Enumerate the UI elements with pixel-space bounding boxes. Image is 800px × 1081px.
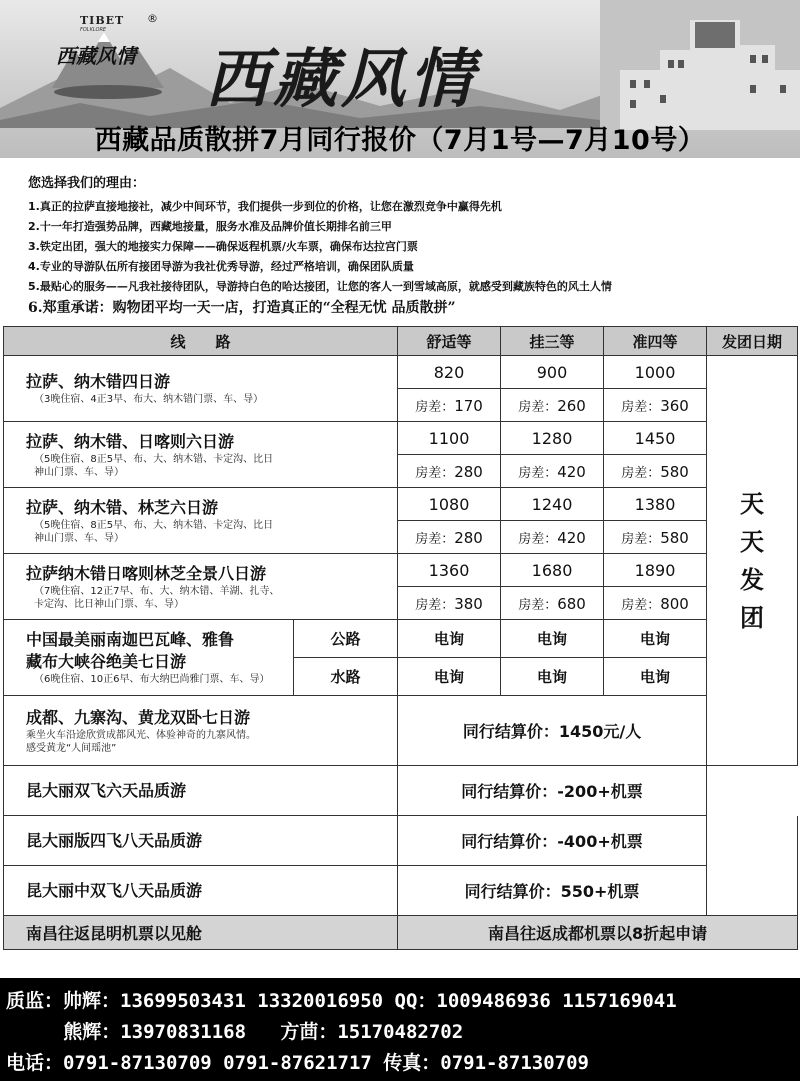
price-cell: 1380 [604, 488, 707, 521]
settle-price: 同行结算价：-400+机票 [398, 816, 707, 866]
room-diff-value: 580 [660, 462, 689, 481]
room-diff-label: 房差： [621, 465, 661, 481]
route-cell [4, 554, 398, 620]
ask-cell: 电询 [604, 658, 707, 696]
room-diff-cell [501, 521, 604, 554]
table-row [4, 696, 798, 766]
route-name: 昆大丽双飞六天品质游 [26, 780, 187, 800]
settle-price: 同行结算价：-200+机票 [398, 766, 707, 816]
route-cell [4, 356, 398, 422]
ask-cell: 电询 [501, 658, 604, 696]
route-name: 中国最美丽南迦巴瓦峰、雅鲁 [26, 630, 235, 649]
room-diff-value: 260 [557, 396, 586, 415]
room-diff-cell [501, 587, 604, 620]
price-cell: 820 [398, 356, 501, 389]
logo-chinese: 西藏风情 [56, 44, 136, 68]
road-label: 公路 [294, 620, 398, 658]
header-banner [0, 0, 800, 158]
reason-item: 2.十一年打造强势品牌，西藏地接量，服务水准及品牌价值长期排名前三甲 [28, 220, 392, 233]
brand-logo [52, 10, 164, 100]
room-diff-label: 房差： [518, 531, 558, 547]
room-diff-cell [398, 587, 501, 620]
room-diff-label: 房差： [415, 399, 455, 415]
room-diff-value: 280 [454, 462, 483, 481]
room-diff-label: 房差： [415, 597, 455, 613]
room-diff-cell [604, 521, 707, 554]
reasons-title: 您选择我们的理由： [28, 176, 146, 191]
settle-price: 同行结算价：1450元/人 [398, 696, 707, 766]
room-diff-label: 房差： [621, 531, 661, 547]
room-diff-value: 420 [557, 528, 586, 547]
price-cell: 900 [501, 356, 604, 389]
header-four-star: 准四等 [604, 327, 707, 356]
route-name: 拉萨纳木错日喀则林芝全景八日游 [26, 563, 267, 583]
route-name: 拉萨、纳木错、林芝六日游 [26, 497, 219, 517]
route-cell [4, 696, 398, 766]
route-name: 藏布大峡谷绝美七日游 [26, 652, 187, 671]
reason-item: 5.最贴心的服务——凡我社接待团队，导游持白色的哈达接团，让您的客人一到雪域高原，就感受到藏族特色的风土人情 [28, 280, 612, 293]
route-note: 卡定沟、比日神山门票、车、导） [34, 598, 184, 610]
route-note: 乘坐火车沿途欣赏成都风光、体验神奇的九寨风情。 [26, 729, 256, 741]
room-diff-label: 房差： [621, 597, 661, 613]
notice-right: 南昌往返成都机票以8折起申请 [398, 916, 798, 950]
room-diff-cell [604, 587, 707, 620]
price-cell: 1360 [398, 554, 501, 587]
route-note: 感受黄龙“人间瑶池” [26, 742, 117, 754]
table-row [4, 488, 798, 521]
contact-line-staff: 熊辉：13970831168 方茴：15170482702 [6, 1021, 464, 1043]
settle-price: 同行结算价：550+机票 [398, 866, 707, 916]
departure-spacer [707, 816, 798, 866]
header-three-star: 挂三等 [501, 327, 604, 356]
route-cell [4, 620, 294, 696]
route-note: 神山门票、车、导） [34, 532, 124, 544]
header-route: 线 路 [4, 327, 398, 356]
ask-cell: 电询 [398, 620, 501, 658]
route-name: 成都、九寨沟、黄龙双卧七日游 [26, 707, 251, 727]
water-label: 水路 [294, 658, 398, 696]
table-row [4, 554, 798, 587]
table-row [4, 422, 798, 455]
brand-title: 西藏风情 [205, 42, 477, 117]
route-name: 昆大丽版四飞八天品质游 [26, 830, 203, 850]
room-diff-value: 170 [454, 396, 483, 415]
room-diff-label: 房差： [415, 465, 455, 481]
departure-spacer [707, 866, 798, 916]
header-departure: 发团日期 [707, 327, 798, 356]
room-diff-value: 360 [660, 396, 689, 415]
header-comfort: 舒适等 [398, 327, 501, 356]
room-diff-cell [398, 455, 501, 488]
room-diff-label: 房差： [518, 399, 558, 415]
room-diff-label: 房差： [518, 597, 558, 613]
pledge-text: 6.郑重承诺：购物团平均一天一店，打造真正的“全程无忧 品质散拼” [28, 300, 456, 316]
price-cell: 1240 [501, 488, 604, 521]
potala-palace-image [600, 0, 800, 130]
route-note: 神山门票、车、导） [34, 466, 124, 478]
room-diff-label: 房差： [621, 399, 661, 415]
price-cell: 1080 [398, 488, 501, 521]
page-headline: 西藏品质散拼7月同行报价（7月1号—7月10号） [94, 125, 706, 156]
table-row [4, 866, 798, 916]
reason-item: 4.专业的导游队伍所有接团导游为我社优秀导游，经过严格培训，确保团队质量 [28, 260, 414, 273]
notice-row [4, 916, 798, 950]
room-diff-value: 580 [660, 528, 689, 547]
ask-cell: 电询 [501, 620, 604, 658]
route-name: 拉萨、纳木错、日喀则六日游 [26, 431, 235, 451]
price-table [3, 326, 798, 950]
price-cell: 1890 [604, 554, 707, 587]
route-note: （7晚住宿、12正7早、布、大、纳木错、羊湖、扎寺、 [34, 585, 280, 597]
route-note: （6晚住宿、10正6早、布大纳巴尚雅门票、车、导） [34, 674, 270, 685]
route-note: （5晚住宿、8正5早、布、大、纳木错、卡定沟、比日 [34, 519, 274, 531]
table-header-row [4, 327, 798, 356]
price-cell: 1000 [604, 356, 707, 389]
room-diff-cell [604, 389, 707, 422]
reason-item: 3.铁定出团，强大的地接实力保障——确保返程机票/火车票，确保布达拉宫门票 [28, 240, 418, 253]
departure-daily-cell [707, 356, 798, 766]
room-diff-value: 800 [660, 594, 689, 613]
route-cell [4, 422, 398, 488]
room-diff-value: 280 [454, 528, 483, 547]
route-name: 拉萨、纳木错四日游 [26, 372, 171, 391]
room-diff-cell [398, 389, 501, 422]
route-cell [4, 816, 398, 866]
room-diff-label: 房差： [518, 465, 558, 481]
room-diff-cell [604, 455, 707, 488]
route-name: 昆大丽中双飞八天品质游 [26, 880, 203, 900]
daily-char: 天 [740, 527, 765, 556]
route-cell [4, 766, 398, 816]
room-diff-value: 420 [557, 462, 586, 481]
route-note: （5晚住宿、8正5早、布、大、纳木错、卡定沟、比日 [34, 453, 274, 465]
contact-line-phone: 电话：0791-87130709 0791-87621717 传真：0791-87130709 [6, 1052, 589, 1074]
room-diff-cell [398, 521, 501, 554]
daily-char: 天 [740, 489, 765, 518]
ask-cell: 电询 [604, 620, 707, 658]
logo-english: TIBET [80, 14, 125, 27]
reasons-section [0, 158, 800, 326]
room-diff-label: 房差： [415, 531, 455, 547]
notice-left: 南昌往返昆明机票以见舱 [4, 916, 398, 950]
table-row [4, 816, 798, 866]
price-cell: 1680 [501, 554, 604, 587]
route-cell [4, 488, 398, 554]
room-diff-cell [501, 389, 604, 422]
room-diff-cell [501, 455, 604, 488]
contact-footer [0, 978, 800, 1081]
price-cell: 1100 [398, 422, 501, 455]
table-row [4, 766, 798, 816]
reason-item: 1.真正的拉萨直接地接社，减少中间环节，我们提供一步到位的价格，让您在激烈竞争中赢得先机 [28, 200, 502, 213]
contact-line-supervisor: 质监：帅辉：13699503431 13320016950 QQ：1009486936 1157169041 [6, 990, 677, 1012]
route-cell [4, 866, 398, 916]
route-note: （3晚住宿、4正3早、布大、纳木错门票、车、导） [34, 394, 264, 405]
price-cell: 1450 [604, 422, 707, 455]
ask-cell: 电询 [398, 658, 501, 696]
table-row [4, 620, 798, 658]
daily-char: 团 [740, 603, 765, 632]
daily-char: 发 [740, 565, 765, 594]
logo-subtitle: FOLKLORE [80, 27, 107, 33]
registered-mark: ® [147, 12, 158, 25]
price-cell: 1280 [501, 422, 604, 455]
room-diff-value: 380 [454, 594, 483, 613]
table-row [4, 356, 798, 389]
room-diff-value: 680 [557, 594, 586, 613]
